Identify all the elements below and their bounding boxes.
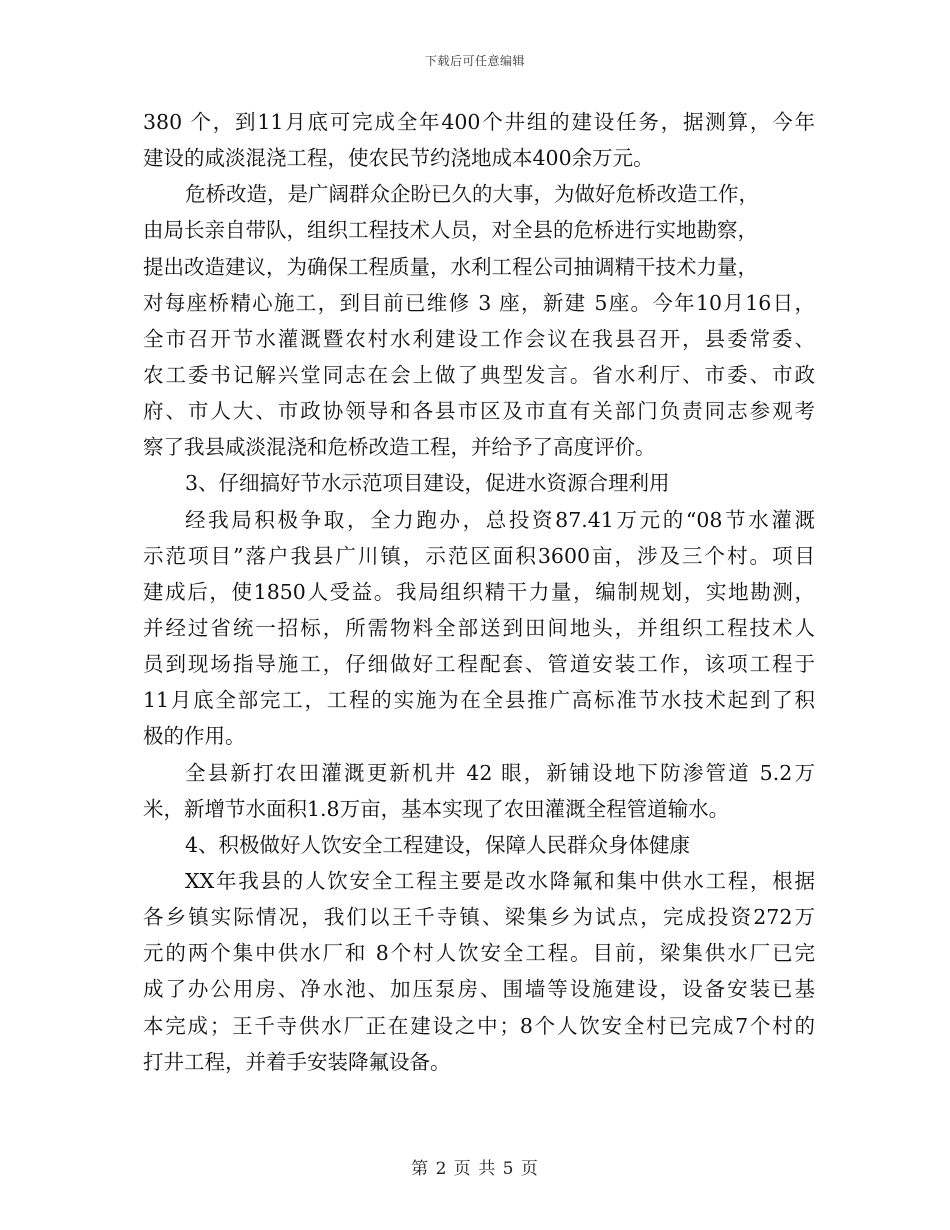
page-footer: 第 2 页 共 5 页 <box>411 1159 539 1179</box>
text-line: 380 个，到11月底可完成全年400个井组的建设任务，据测算，今年 <box>143 110 815 134</box>
text-line: 由局长亲自带队，组织工程技术人员，对全县的危桥进行实地勘察， <box>143 218 758 243</box>
text-line: 示范项目”落户我县广川镇，示范区面积3600亩，涉及三个村。项目 <box>143 543 815 568</box>
text-line: 全县新打农田灌溉更新机井 42 眼，新铺设地下防渗管道 5.2万 <box>185 760 815 785</box>
text-line: 建成后，使1850人受益。我局组织精干力量，编制规划，实地勘测， <box>143 579 815 604</box>
text-line: 米，新增节水面积1.8万亩，基本实现了农田灌溉全程管道输水。 <box>143 796 730 821</box>
text-line: 打井工程，并着手安装降氟设备。 <box>143 1049 451 1074</box>
text-line: 府、市人大、市政协领导和各县市区及市直有关部门负责同志参观考 <box>143 399 815 424</box>
text-line: 经我局积极争取，全力跑办，总投资87.41万元的“08节水灌溉 <box>185 507 815 532</box>
text-line: 并经过省统一招标，所需物料全部送到田间地头，并组织工程技术人 <box>143 615 815 640</box>
page-header: 下载后可任意编辑 <box>424 54 525 68</box>
text-line: 本完成；王千寺供水厂正在建设之中；8个人饮安全村已完成7个村的 <box>143 1013 815 1038</box>
text-line: 元的两个集中供水厂和 8个村人饮安全工程。目前，梁集供水厂已完 <box>143 941 815 966</box>
text-line: 3、仔细搞好节水示范项目建设，促进水资源合理利用 <box>185 471 670 496</box>
text-line: 全市召开节水灌溉暨农村水利建设工作会议在我县召开，县委常委、 <box>143 326 815 351</box>
text-line: XX年我县的人饮安全工程主要是改水降氟和集中供水工程，根据 <box>185 868 815 893</box>
document-body <box>143 104 815 1080</box>
text-line: 危桥改造，是广阔群众企盼已久的大事，为做好危桥改造工作， <box>185 182 759 207</box>
text-line: 建设的咸淡混浇工程，使农民节约浇地成本400余万元。 <box>143 146 654 171</box>
text-line: 员到现场指导施工，仔细做好工程配套、管道安装工作，该项工程于 <box>143 652 815 677</box>
text-line: 各乡镇实际情况，我们以王千寺镇、梁集乡为试点，完成投资272万 <box>143 905 815 930</box>
text-line: 提出改造建议，为确保工程质量，水利工程公司抽调精干技术力量， <box>143 254 758 279</box>
text-line: 农工委书记解兴堂同志在会上做了典型发言。省水利厅、市委、市政 <box>143 362 815 387</box>
text-line: 成了办公用房、净水池、加压泵房、围墙等设施建设，设备安装已基 <box>143 977 815 1002</box>
text-line: 4、积极做好人饮安全工程建设，保障人民群众身体健康 <box>185 832 691 857</box>
text-line: 11月底全部完工，工程的实施为在全县推广高标准节水技术起到了积 <box>143 688 815 713</box>
text-line: 极的作用。 <box>143 724 246 749</box>
text-line: 对每座桥精心施工，到目前已维修 3 座，新建 5座。今年10月16日， <box>143 290 815 315</box>
text-line: 察了我县咸淡混浇和危桥改造工程，并给予了高度评价。 <box>143 435 656 460</box>
